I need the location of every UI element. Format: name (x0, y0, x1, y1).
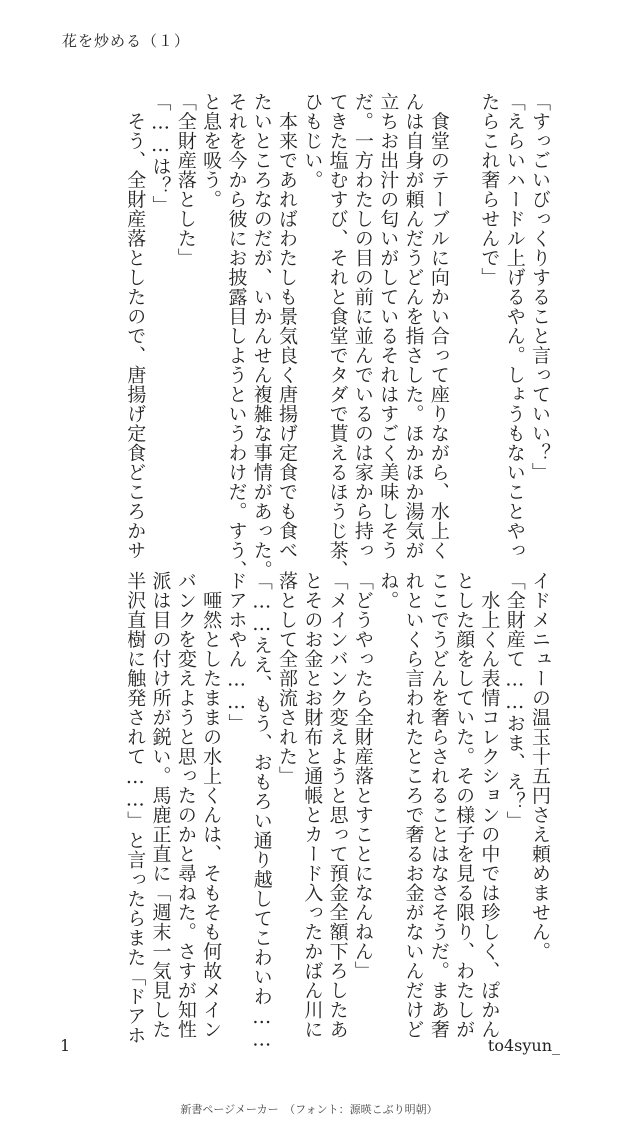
text-column: ひもじい。 (301, 92, 324, 190)
text-column (451, 92, 476, 532)
page-number: 1 (60, 1036, 71, 1055)
text-column: とそのお金とお財布と通帳とカード入ったかばん川に (301, 571, 324, 1039)
text-column: 派は目の付け所が鋭い。馬鹿正直に「週末一気見した (149, 571, 172, 1039)
text-column: たいところなのだが、いかんせん複雑な事情があった。 (250, 92, 273, 580)
text-column: だ。一方わたしの目の前に並んでいるのは家から持っ (351, 92, 374, 560)
text-column: 「……は？」 (149, 92, 172, 215)
text-column: てきた塩むすび、それと食堂でタダで貰えるほうじ茶、 (326, 92, 349, 580)
text-column: 落として全部流された」 (276, 571, 299, 786)
text-column: バンクを変えようと思ったのかと尋ねた。さすが知性 (174, 571, 197, 1039)
text-column: ね。 (377, 571, 400, 610)
text-column: そう、全財産落としたので、唐揚げ定食どころかサ (124, 92, 147, 560)
text-column: 「……ええ、もう、おもろい通り越してこわいわ…… (250, 571, 273, 1051)
text-column: 食堂のテーブルに向かい合って座りながら、水上く (427, 92, 450, 560)
text-column: 「すっごいびっくりすること言っていい？」 (529, 92, 551, 482)
text-column: 「全財産落とした」 (174, 92, 197, 268)
text-column: 本来であればわたしも景気良く唐揚げ定食でも食べ (276, 92, 299, 560)
text-column: ドアホやん……」 (225, 571, 248, 733)
text-column: 立ちお出汁の匂いがしているそれはすごく美味しそう (377, 92, 400, 560)
generator-credit: 新書ページメーカー （フォント：源暎こぶり明朝） (180, 1103, 438, 1116)
text-column: 「全財産て……おま、え？」 (503, 571, 526, 831)
text-column: イドメニューの温玉十五円さえ頼めません。 (529, 571, 551, 961)
book-title: 花を炒める（１） (62, 32, 191, 50)
text-column: と息を吸う。 (200, 92, 223, 209)
text-column: 「どうやったら全財産落とすことになんねん」 (351, 571, 374, 981)
text-column: んは自身が頼んだうどんを指さした。ほかほか湯気が (402, 92, 425, 560)
text-block-top (62, 92, 552, 580)
text-column: それを今から彼にお披露目しようというわけだ。すう、 (225, 92, 248, 580)
text-column: れといくら言われたところで奢るお金がないんだけど (402, 571, 425, 1039)
author-name: to4syun_ (487, 1036, 560, 1055)
text-column: 水上くん表情コレクションの中では珍しく、ぽかん (478, 571, 501, 1039)
text-column: 「メインバンク変えようと思って預金全額下ろしたあ (326, 571, 349, 1039)
text-column: 唖然としたままの水上くんは、そもそも何故メイン (200, 571, 223, 1039)
text-column: たらこれ奢らせんで」 (478, 92, 501, 287)
text-column: とした顔をしていた。その様子を見る限り、わたしが (453, 571, 476, 1039)
text-column: 「えらいハードル上げるやん。しょうもないことやっ (503, 92, 526, 560)
text-column: ここでうどんを奢らされることはなさそうだ。まあ奢 (427, 571, 450, 1039)
text-column: 半沢直樹に触発されて……」と言ったらまた「ドアホ (124, 571, 147, 1045)
